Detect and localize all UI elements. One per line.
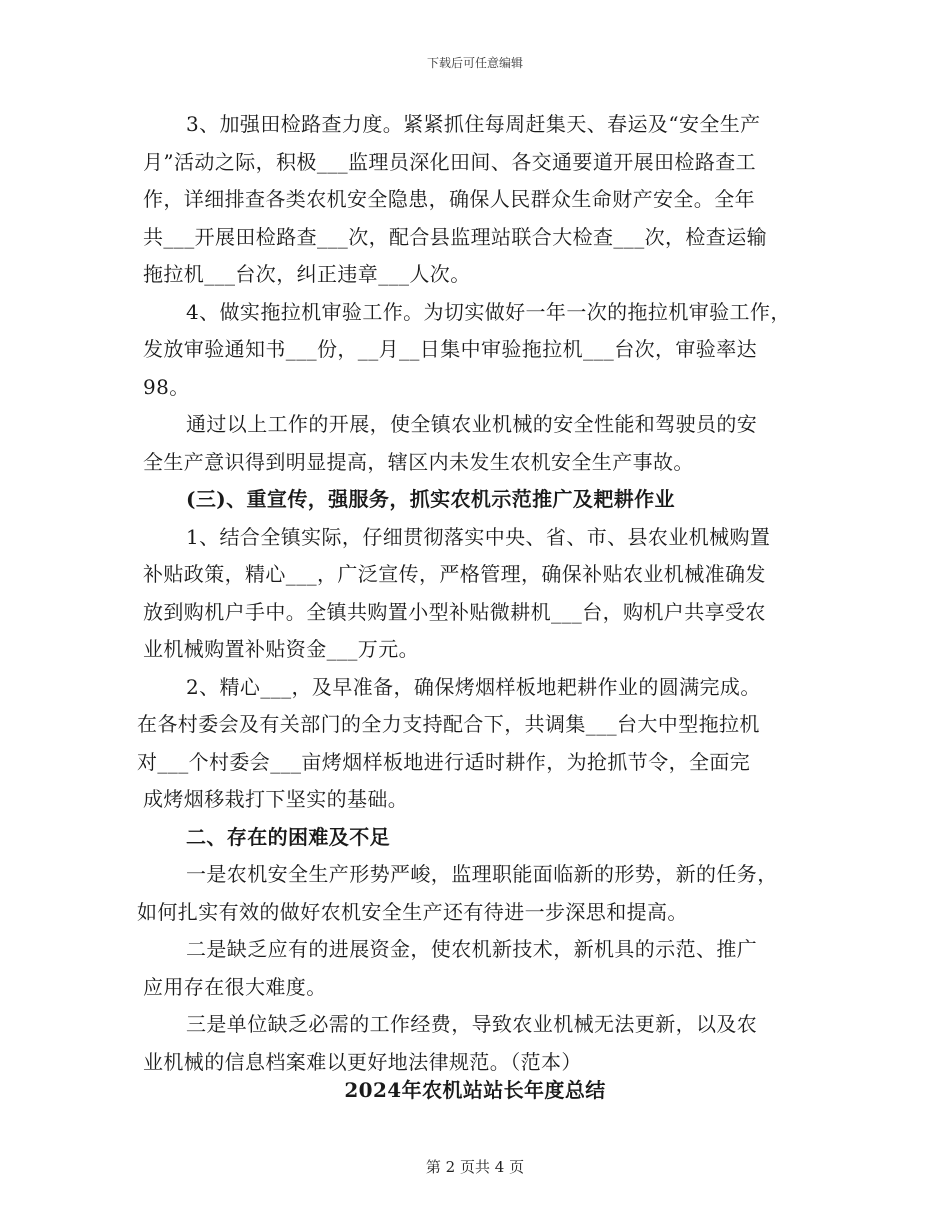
paragraph-line: 业机械购置补贴资金___万元。 xyxy=(143,637,419,661)
paragraph-line: 如何扎实有效的做好农机安全生产还有待进一步深思和提高。 xyxy=(137,899,688,924)
paragraph-line: 共___开展田检路查___次，配合县监理站联合大检查___次，检查运输 xyxy=(143,224,767,249)
paragraph-line: 4、做实拖拉机审验工作。为切实做好一年一次的拖拉机审验工作， xyxy=(186,299,791,324)
paragraph-line: 成烤烟移栽打下坚实的基础。 xyxy=(143,787,409,811)
page-header: 下载后可任意编辑 xyxy=(426,56,523,70)
paragraph-line: 2、精心___，及早准备，确保烤烟样板地耙耕作业的圆满完成。 xyxy=(186,674,761,699)
paragraph-line: 应用存在很大难度。 xyxy=(143,974,327,999)
page-footer: 第 2 页共 4 页 xyxy=(425,1158,525,1176)
paragraph-line: 3、加强田检路查力度。紧紧抓住每周赶集天、春运及“安全生产 xyxy=(186,112,761,136)
document-body xyxy=(137,106,823,1081)
paragraph-line: 98。 xyxy=(143,374,190,399)
document-title: 2024年农机站站长年度总结 xyxy=(344,1078,606,1102)
paragraph-line: 补贴政策，精心___，广泛宣传，严格管理，确保补贴农业机械准确发 xyxy=(143,562,766,586)
paragraph-line: 全生产意识得到明显提高，辖区内未发生农机安全生产事故。 xyxy=(143,449,694,474)
paragraph-line: 在各村委会及有关部门的全力支持配合下，共调集___台大中型拖拉机 xyxy=(137,712,760,736)
paragraph-line: 一是农机安全生产形势严峻，监理职能面临新的形势，新的任务， xyxy=(186,862,778,886)
paragraph-line: 作，详细排查各类农机安全隐患，确保人民群众生命财产安全。全年 xyxy=(143,187,755,211)
section-heading: (三)、重宣传，强服务，抓实农机示范推广及耙耕作业 xyxy=(186,487,675,511)
paragraph-line: 放到购机户手中。全镇共购置小型补贴微耕机___台，购机户共享受农 xyxy=(143,599,766,624)
paragraph-line: 二是缺乏应有的进展资金，使农机新技术，新机具的示范、推广 xyxy=(186,937,758,961)
paragraph-line: 业机械的信息档案难以更好地法律规范。（范本） xyxy=(143,1049,582,1074)
paragraph-line: 发放审验通知书___份，__月__日集中审验拖拉机___台次，审验率达 xyxy=(143,337,757,361)
section-heading: 二、存在的困难及不足 xyxy=(186,824,390,849)
paragraph-line: 对___个村委会___亩烤烟样板地进行适时耕作，为抢抓节令，全面完 xyxy=(137,749,751,774)
paragraph-line: 1、结合全镇实际，仔细贯彻落实中央、省、市、县农业机械购置 xyxy=(186,524,771,549)
paragraph-line: 三是单位缺乏必需的工作经费，导致农业机械无法更新，以及农 xyxy=(186,1012,758,1036)
paragraph-line: 拖拉机___台次，纠正违章___人次。 xyxy=(143,262,471,286)
paragraph-line: 通过以上工作的开展，使全镇农业机械的安全性能和驾驶员的安 xyxy=(186,412,758,436)
paragraph-line: 月”活动之际，积极___监理员深化田间、各交通要道开展田检路查工 xyxy=(143,149,757,174)
